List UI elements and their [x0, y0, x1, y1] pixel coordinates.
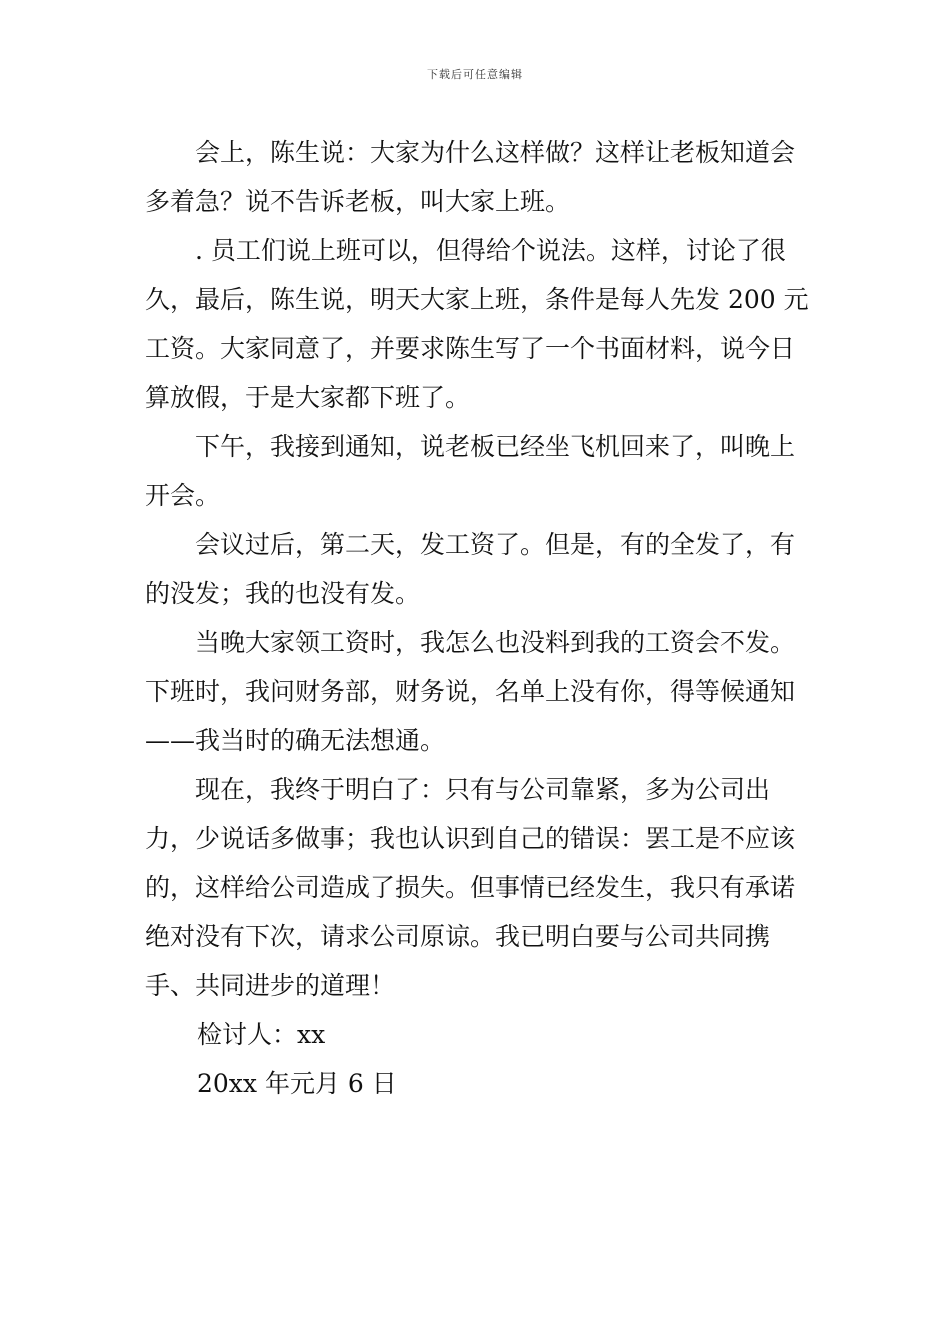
paragraph-discussion: . 员工们说上班可以，但得给个说法。这样，讨论了很久，最后，陈生说，明天大家上班，条件是每人先发 200 元工资。大家同意了，并要求陈生写了一个书面材料，说今日算放假，于是大家都下班了。 [145, 236, 809, 412]
paragraph-reflection: 现在，我终于明白了：只有与公司靠紧，多为公司出力，少说话多做事；我也认识到自己的错误：罢工是不应该的，这样给公司造成了损失。但事情已经发生，我只有承诺绝对没有下次，请求公司原谅。我已明白要与公司共同携手、共同进步的道理！ [145, 775, 796, 1000]
paragraph-payday: 会议过后，第二天，发工资了。但是，有的全发了，有的没发；我的也没有发。 [145, 530, 796, 608]
paragraph-evening: 当晚大家领工资时，我怎么也没料到我的工资会不发。下班时，我问财务部，财务说，名单上没有你，得等候通知——我当时的确无法想通。 [145, 628, 796, 755]
header-note: 下载后可任意编辑 [427, 68, 523, 81]
paragraph-afternoon: 下午，我接到通知，说老板已经坐飞机回来了，叫晚上开会。 [145, 432, 796, 510]
paragraph-meeting: 会上，陈生说：大家为什么这样做？这样让老板知道会多着急？说不告诉老板，叫大家上班。 [145, 138, 796, 216]
signoff-date: 20xx 年元月 6 日 [197, 1069, 397, 1098]
signoff-author: 检讨人：xx [197, 1020, 326, 1049]
document-body [145, 128, 810, 1108]
